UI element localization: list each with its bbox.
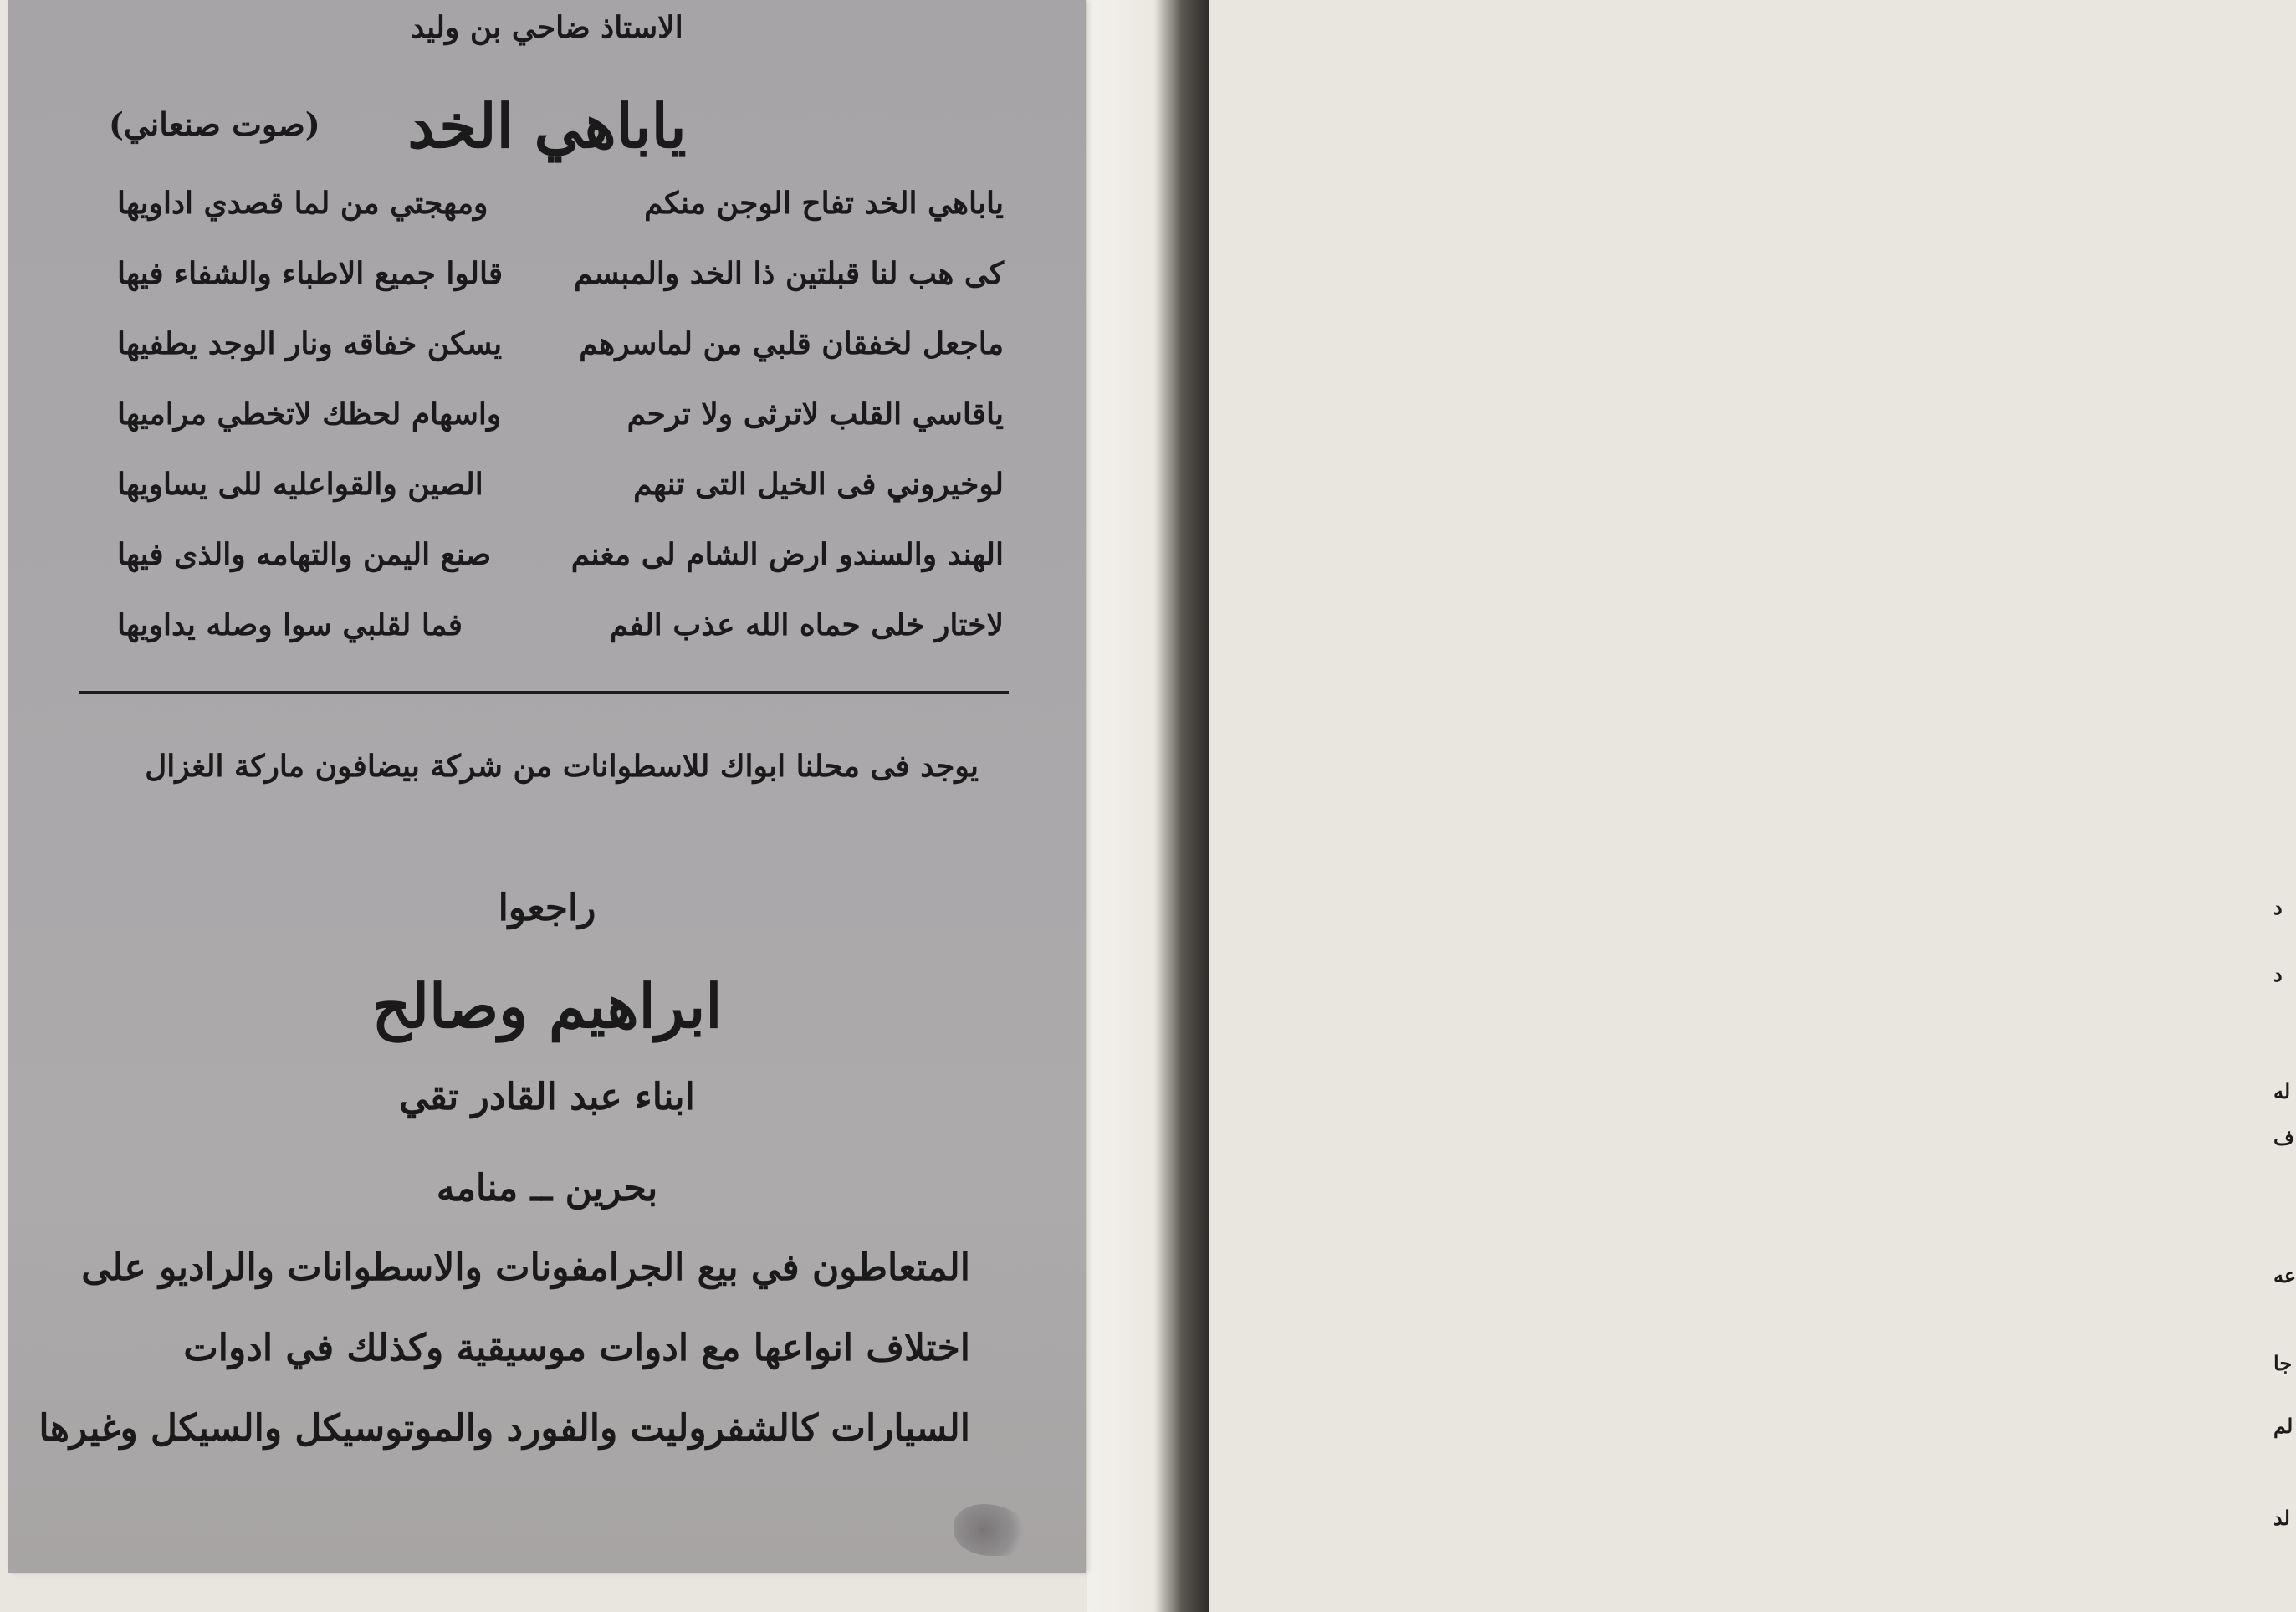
refer-heading: راجعوا — [498, 887, 596, 929]
verse — [117, 397, 1004, 467]
edge-fragment: ف — [2273, 1125, 2294, 1149]
verse-first-hemistich: ياباهي الخد تفاح الوجن منكم — [644, 186, 1004, 221]
edge-fragment: جا — [2273, 1351, 2293, 1375]
verse-second-hemistich: واسهام لحظك لاتخطي مراميها — [117, 397, 502, 432]
edge-fragment: لد — [2273, 1506, 2290, 1530]
verse-second-hemistich: صنع اليمن والتهامه والذى فيها — [117, 537, 492, 572]
corner-ink-mark — [954, 1504, 1029, 1556]
merchant-description — [38, 1246, 970, 1487]
poem — [117, 186, 1004, 678]
verse-first-hemistich: لوخيروني فى الخيل التى تنهم — [633, 467, 1004, 502]
merchant-location: بحرين ــ منامه — [436, 1167, 658, 1210]
verse — [117, 537, 1004, 607]
edge-fragment: لم — [2273, 1414, 2293, 1438]
verse-second-hemistich: يسكن خفاقه ونار الوجد يطفيها — [117, 326, 503, 361]
verse — [117, 326, 1004, 397]
edge-fragment: له — [2273, 1079, 2291, 1103]
edge-fragment: د — [2273, 962, 2283, 986]
verse-second-hemistich: الصين والقواعليه للى يساويها — [117, 467, 483, 502]
poem-title: ياباهي الخد — [407, 90, 687, 161]
verse — [117, 256, 1004, 326]
divider-rule — [79, 691, 1009, 694]
edge-fragment: د — [2273, 895, 2283, 919]
verse — [117, 186, 1004, 256]
verse-first-hemistich: ماجعل لخفقان قلبي من لماسرهم — [579, 326, 1004, 361]
verse-second-hemistich: ومهجتي من لما قصدي اداويها — [117, 186, 488, 221]
edge-fragment: عه — [2273, 1263, 2296, 1287]
merchant-lineage: ابناء عبد القادر تقي — [399, 1076, 695, 1118]
description-line: المتعاطون في بيع الجرامفونات والاسطوانات والراديو على — [81, 1246, 970, 1289]
verse — [117, 607, 1004, 678]
merchant-name: ابراهيم وصالح — [371, 970, 723, 1041]
scanned-page — [8, 0, 1086, 1573]
verse-first-hemistich: لاختار خلى حماه الله عذب الفم — [609, 607, 1004, 642]
verse — [117, 467, 1004, 537]
poet-header: الاستاذ ضاحي بن وليد — [411, 10, 683, 45]
verse-first-hemistich: كى هب لنا قبلتين ذا الخد والمبسم — [574, 256, 1004, 291]
title-row — [8, 90, 1086, 174]
description-line: السيارات كالشفروليت والفورد والموتوسيكل والسيكل وغيرها — [38, 1407, 970, 1450]
verse-first-hemistich: الهند والسندو ارض الشام لى مغنم — [570, 537, 1004, 572]
verse-first-hemistich: ياقاسي القلب لاترثى ولا ترحم — [626, 397, 1004, 432]
next-page-edge — [1087, 0, 2296, 1612]
poem-genre-note: (صوت صنعاني) — [109, 105, 320, 143]
records-notice: يوجد فى محلنا ابواك للاسطوانات من شركة بيضافون ماركة الغزال — [145, 749, 979, 784]
verse-second-hemistich: فما لقلبي سوا وصله يداويها — [117, 607, 463, 642]
verse-second-hemistich: قالوا جميع الاطباء والشفاء فيها — [117, 256, 504, 291]
description-line: اختلاف انواعها مع ادوات موسيقية وكذلك في ادوات — [183, 1327, 970, 1369]
